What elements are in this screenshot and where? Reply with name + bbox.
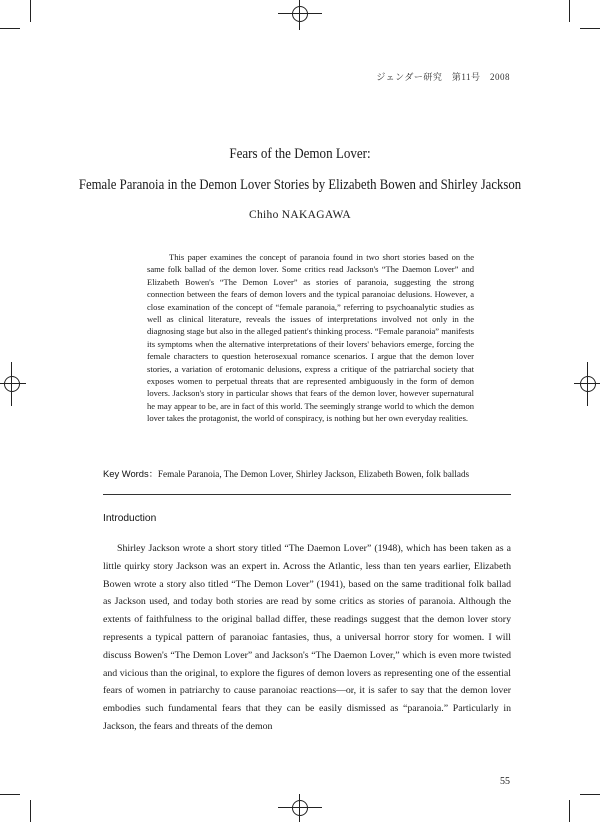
registration-mark-top [278,13,322,14]
article-title: Fears of the Demon Lover: [229,146,371,162]
crop-mark-top-right [580,28,600,29]
crop-mark-bottom-left [30,800,31,822]
section-heading: Introduction [103,513,157,524]
keywords-separator: ： [148,469,158,479]
registration-mark-left [11,362,12,406]
body-paragraph: Shirley Jackson wrote a short story titled “The Daemon Lover” (1948), which has been taken as a little quirky story Jackson was an expert in. Across the Atlantic, less than ten years earlier, Elizabeth Bowen wrote a story also titled “The Demon Lover” (1941), based on the same traditional folk ballad as Jackson used, and today both stories are read by some critics as stories of paranoia. Although the extents of faithfulness to the original ballad differ, these readings suggest that the demon lover story represents a typical pattern of paranoiac fantasies, thus, a universal horror story for women. I will discuss Bowen's “The Demon Lover” and Jackson's “The Daemon Lover,” which is even more twisted and vicious than the original, to explore the figures of demon lovers as representing one of the essential fears of women in patriarchy to cause paranoiac reactions—or, it is safer to say that the demon lover embodies such fundamental fears that they can be easily dismissed as “paranoia.” Particularly in Jackson, the fears and threats of the demon [103,543,511,732]
registration-mark-top [299,0,300,30]
registration-mark-right [580,376,596,392]
crop-mark-bottom-right [569,800,570,822]
keywords-list: Female Paranoia, The Demon Lover, Shirley Jackson, Elizabeth Bowen, folk ballads [157,469,470,479]
keywords-line [103,466,523,480]
registration-mark-left [0,383,26,384]
crop-mark-top-right [569,0,570,22]
article-subtitle: Female Paranoia in the Demon Lover Stories by Elizabeth Bowen and Shirley Jackson [78,177,522,193]
registration-mark-right [587,362,588,406]
page-number: 55 [500,776,510,787]
section-divider [103,494,511,495]
registration-mark-left [4,376,20,392]
crop-mark-bottom-left [0,794,20,795]
registration-mark-bottom [299,794,300,822]
registration-mark-top [292,6,308,22]
running-head: ジェンダー研究 第11号 2008 [376,72,510,82]
abstract: This paper examines the concept of paranoia found in two short stories based on the same folk ballad of the demon lover. Some critics read Jackson's “The Daemon Lover” and Elizabeth Bowen's “The Demon Lover” as stories of paranoia, suggesting the strong connection between the fears of demon lovers and the typical paranoiac delusions. However, a close examination of the concept of “female paranoia,” referring to psychoanalytic studies as well as clinical literature, reveals the issues of interpretations involved not only in the diagnosing stage but also in the alleged patient's thinking process. “Female paranoia” manifests its symptoms when the alternative interpretations of their lovers' behaviors emerge, forcing the female characters to question heterosexual romance scenarios. I argue that the demon lover stories, a variation of erotomanic delusions, express a critique of the patriarchal society that exposes women to perpetual threats that are represented ambiguously in the form of demon lovers. Jackson's story in particular shows that fears of the demon lover, however supernatural he may appear to be, are in fact of this world. The seemingly strange world to which the demon lover takes the protagonist, the world of conspiracy, is nothing but her own everyday realities. [147,252,474,424]
registration-mark-bottom [278,807,322,808]
registration-mark-bottom [292,800,308,816]
crop-mark-bottom-right [580,794,600,795]
keywords-label: Key Words [103,468,149,479]
crop-mark-top-left [0,28,20,29]
crop-mark-top-left [30,0,31,22]
author-name: Chiho NAKAGAWA [249,209,351,221]
